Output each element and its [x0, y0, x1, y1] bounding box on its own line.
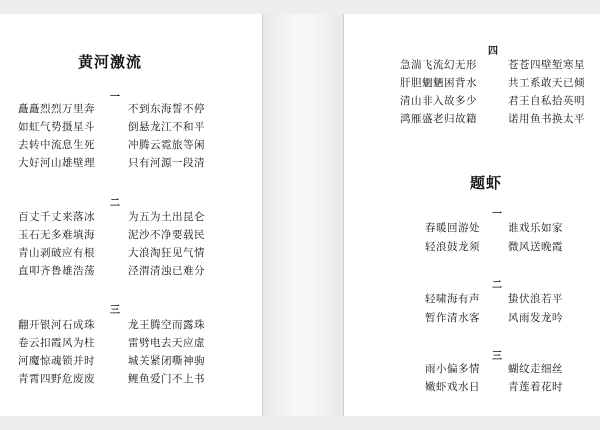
poem-line: 轻啸海有声 — [425, 293, 480, 305]
poem-line: 青莲着花时 — [508, 381, 563, 393]
poem-line: 雨小偏多情 — [425, 363, 480, 375]
poem-line: 卷云扣霞风为柱 — [18, 337, 95, 349]
poem-line: 直叩齐鲁雄浩荡 — [18, 265, 95, 277]
section-number: 一 — [492, 209, 502, 220]
poem-line: 泥沙不净要载民 — [128, 229, 205, 241]
poem-line: 龙王腾空而露珠 — [128, 319, 205, 331]
section-number: 二 — [110, 198, 120, 209]
poem-line: 蛰伏浪若平 — [508, 293, 563, 305]
poem-line: 翻开银河石成珠 — [18, 319, 95, 331]
poem-title-huanghe: 黄河激流 — [78, 53, 143, 71]
poem-line: 雷劈电去天应虚 — [128, 337, 205, 349]
poem-line: 玉石无多难填海 — [18, 229, 95, 241]
poem-line: 谁戏乐如家 — [508, 222, 563, 234]
poem-line: 冲腾云霓旅等闲 — [128, 139, 205, 151]
poem-line: 肝胆魍魉困背水 — [400, 77, 477, 89]
poem-line: 诺用鱼书换太平 — [508, 113, 585, 125]
poem-line: 蝴纹走细丝 — [508, 363, 563, 375]
section-number: 一 — [110, 92, 120, 103]
book-spread — [0, 14, 600, 416]
poem-line: 只有河源一段清 — [128, 157, 205, 169]
poem-line: 轻浪鼓龙须 — [425, 241, 480, 253]
page-fold-left — [262, 14, 263, 416]
poem-line: 为五为土出昆仑 — [128, 211, 205, 223]
poem-line: 苍苍四壁堑寒星 — [508, 59, 585, 71]
poem-line: 嫩虾戏水日 — [425, 381, 480, 393]
poem-line: 急湍飞流幻无形 — [400, 59, 477, 71]
poem-line: 百丈千丈来落冰 — [18, 211, 95, 223]
poem-title-tixia: 题虾 — [470, 174, 503, 192]
poem-line: 鲤鱼爱门不上书 — [128, 373, 205, 385]
section-number: 三 — [492, 351, 502, 362]
poem-line: 清山非入故多少 — [400, 95, 477, 107]
poem-line: 春暖回游处 — [425, 222, 480, 234]
poem-line: 不到东海誓不停 — [128, 103, 205, 115]
poem-line: 微风送晚霞 — [508, 241, 563, 253]
poem-line: 城关紧闭嘶神驹 — [128, 355, 205, 367]
poem-line: 矗矗烈烈万里奔 — [18, 103, 95, 115]
poem-line: 泾渭清浊已难分 — [128, 265, 205, 277]
poem-line: 暂作清水客 — [425, 312, 480, 324]
poem-line: 鸿雁盛老归故籍 — [400, 113, 477, 125]
poem-line: 风雨发龙吟 — [508, 312, 563, 324]
poem-line: 倒悬龙江不和平 — [128, 121, 205, 133]
section-number: 三 — [110, 305, 120, 316]
poem-line: 青山剥破应有根 — [18, 247, 95, 259]
section-number: 二 — [492, 280, 502, 291]
poem-line: 青霄四野危废废 — [18, 373, 95, 385]
poem-line: 河魔惊魂锁并时 — [18, 355, 95, 367]
section-number: 四 — [488, 46, 498, 57]
page-gutter — [262, 14, 344, 416]
poem-line: 大好河山雄壁理 — [18, 157, 95, 169]
right-page — [344, 14, 600, 416]
poem-line: 如虹气势摄星斗 — [18, 121, 95, 133]
poem-line: 大浪淘狂见气情 — [128, 247, 205, 259]
poem-line: 君王自私拾英明 — [508, 95, 585, 107]
poem-line: 共工系敢天已倾 — [508, 77, 585, 89]
poem-line: 去转中流息生死 — [18, 139, 95, 151]
